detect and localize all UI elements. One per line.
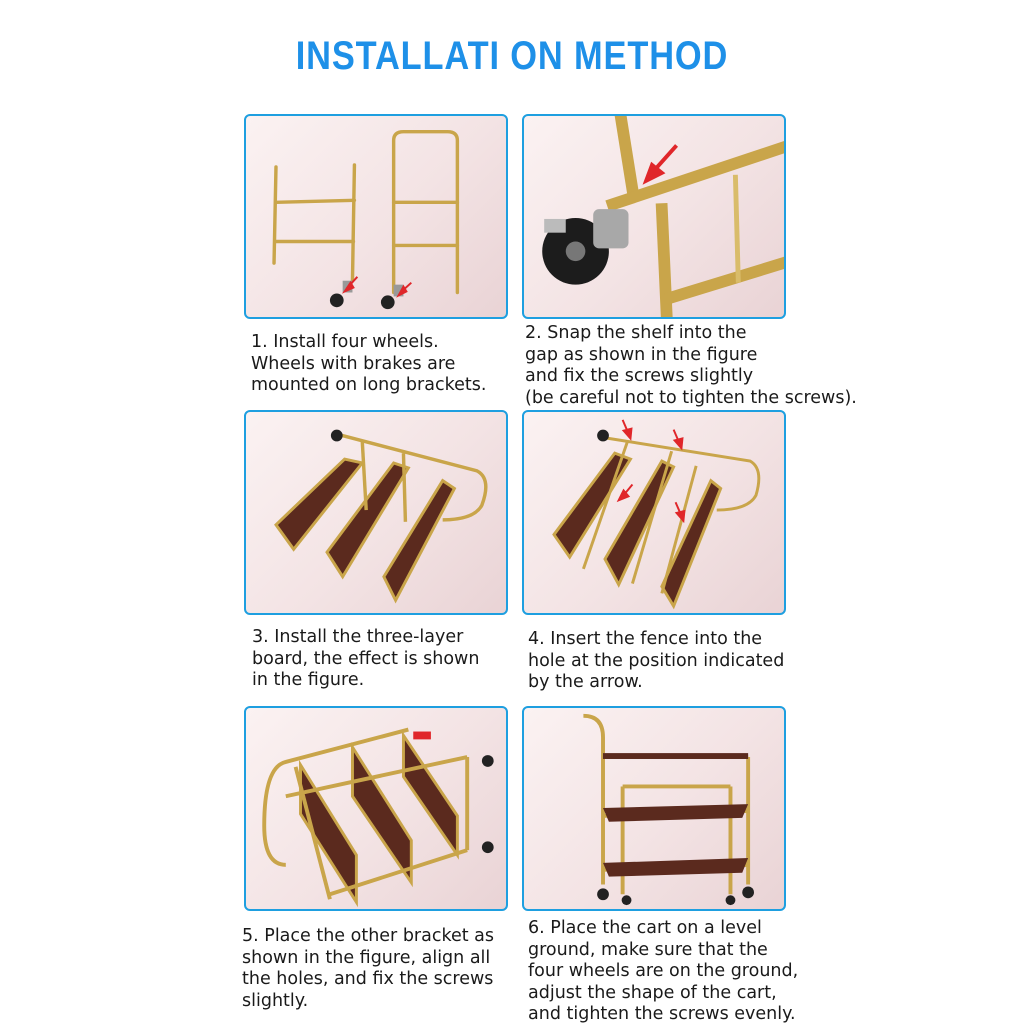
wheel-icon — [542, 209, 628, 284]
arrow-icon — [646, 145, 676, 180]
step-6-image — [522, 706, 786, 911]
step-3-image — [244, 410, 508, 615]
step-2-caption: 2. Snap the shelf into the gap as shown in the figure and fix the screws slightly (be careful not to tighten the screws). — [525, 323, 857, 408]
step-2-image — [522, 114, 786, 319]
second-bracket-illustration — [246, 708, 506, 909]
step-5-caption: 5. Place the other bracket as shown in the figure, align all the holes, and fix the screws slightly. — [242, 926, 495, 1011]
wheel-icon — [482, 755, 494, 767]
step-3-caption: 3. Install the three-layer board, the effect is shown in the figure. — [252, 627, 480, 690]
page-title: INSTALLATI ON METHOD — [295, 34, 729, 78]
wheel-closeup-illustration — [524, 116, 784, 317]
fence-illustration — [524, 412, 784, 613]
step-4-caption: 4. Insert the fence into the hole at the position indicated by the arrow. — [528, 629, 785, 692]
step-1-caption: 1. Install four wheels. Wheels with brakes are mounted on long brackets. — [251, 332, 487, 395]
step-1-image — [244, 114, 508, 319]
step-4-image — [522, 410, 786, 615]
wheel-icon — [331, 430, 343, 442]
boards-illustration — [246, 412, 506, 613]
finished-cart-illustration — [524, 708, 784, 909]
step-5-image — [244, 706, 508, 911]
wheel-icon — [597, 430, 609, 442]
wheel-icon — [482, 841, 494, 853]
step-6-caption: 6. Place the cart on a level ground, make sure that the four wheels are on the ground, adjust the shape of the cart, and tighten the screws evenly. — [528, 918, 799, 1024]
frame-parts-illustration — [246, 116, 506, 317]
